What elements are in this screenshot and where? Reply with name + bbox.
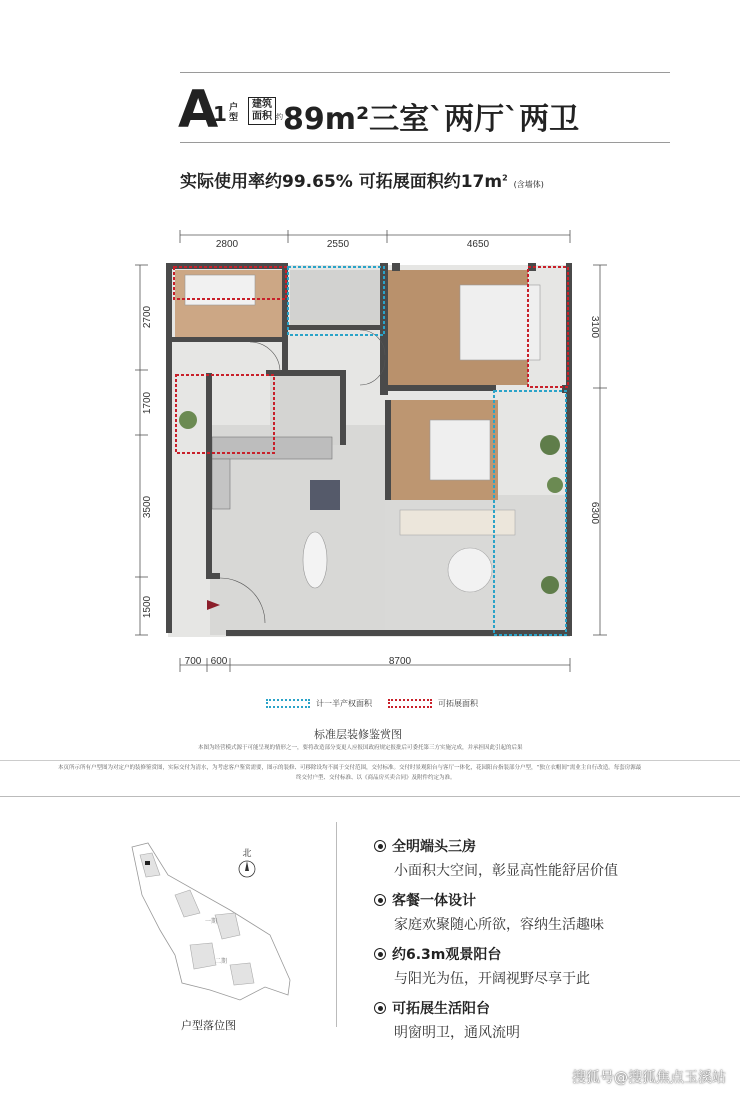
feature-item: 客餐一体设计 家庭欢聚随心所欲，容纳生活趣味 [374, 890, 618, 934]
dining-table [303, 532, 327, 588]
fine-print-2: 本页所示所有户型图为对定户的装修鉴赏图，实际交付为清水，为考虑客户鉴赏需要，图示的装修、可移除设均不属于交付范围，交付标准。交付时景观阳台与客厅一体化，花园阳台指装部分户型，“独立衣帽间”需业主自行改造。每套房源最 [58, 765, 642, 771]
floor-plan [130, 225, 610, 685]
north-label: 北 [242, 849, 252, 859]
section-divider [336, 822, 337, 1027]
feature-item: 全明端头三房 小面积大空间，彰显高性能舒居价值 [374, 836, 618, 880]
bullet-icon [374, 948, 386, 960]
north-compass-icon [237, 859, 257, 879]
dim-left-3: 3500 [142, 495, 153, 519]
bullet-icon [374, 840, 386, 852]
dim-top-2: 2550 [326, 239, 350, 250]
fridge [310, 480, 340, 510]
bottom-dimension-line [180, 658, 570, 672]
plant [541, 576, 559, 594]
bathroom-two-floor [270, 375, 345, 445]
north-arrow [237, 846, 257, 883]
feature-list [374, 836, 618, 1042]
legend-blue-swatch [266, 699, 310, 708]
bullet-icon [374, 894, 386, 906]
fine-print-1: 本图为经营模式源于可能呈现的情形之一，要将改造部分变更人应报国政府规定报批后可委托第三方实施完成，并承担因此引起的后果 [198, 745, 523, 751]
unit-marker [145, 861, 150, 865]
dim-left-1: 2700 [142, 305, 153, 329]
dim-top-3: 4650 [466, 239, 490, 250]
top-dimension-line [180, 230, 570, 243]
coffee-table [448, 548, 492, 592]
sofa [400, 510, 515, 535]
dim-bottom-3: 8700 [388, 656, 412, 667]
legend-expandable-label: 可拓展面积 [438, 699, 478, 708]
fine-rule [0, 760, 740, 761]
dim-left-4: 1500 [142, 595, 153, 619]
dim-left-2: 1700 [142, 391, 153, 415]
legend-half-area-label: 计一半产权面积 [316, 699, 372, 708]
plant [540, 435, 560, 455]
study-bed [185, 275, 255, 305]
header-top-rule [180, 72, 670, 73]
site-plan [120, 835, 310, 1015]
legend [266, 698, 478, 709]
section-rule [0, 796, 740, 797]
feature-item: 约6.3m观景阳台 与阳光为伍，开阔视野尽享于此 [374, 944, 618, 988]
unit-title: 89m²三室`两厅`两卫 [283, 102, 580, 137]
building-one-label: 一期 [205, 919, 218, 925]
dim-right-1: 3100 [589, 315, 600, 339]
fine-print-3: 终交付户型、交付标准、以《商品房买卖合同》及附件约定为准。 [296, 775, 456, 781]
building-two-label: 二期 [215, 959, 228, 965]
dim-bottom-2: 600 [210, 656, 228, 667]
kitchen-counter [212, 437, 332, 459]
header-bottom-rule [180, 142, 670, 143]
bullet-icon [374, 1002, 386, 1014]
bathroom-one-floor [290, 270, 385, 330]
second-bed [430, 420, 490, 480]
dim-bottom-1: 700 [184, 656, 202, 667]
site-plan-label: 户型落位图 [181, 1019, 236, 1032]
unit-type-letter: A [178, 80, 217, 140]
unit-type-label: 户 型 [229, 103, 239, 123]
legend-red-swatch [388, 699, 432, 708]
plant [547, 477, 563, 493]
usage-subtitle: 实际使用率约99.65% 可拓展面积约$17m^2$ (含墙体) [180, 172, 544, 192]
watermark: 搜狐号@搜狐焦点玉溪站 [572, 1070, 726, 1086]
area-about-label: 约 [276, 113, 283, 121]
feature-item: 可拓展生活阳台 明窗明卫，通风流明 [374, 998, 618, 1042]
plant [179, 411, 197, 429]
dim-top-1: 2800 [215, 239, 239, 250]
area-label-box: 建筑 面积 [248, 97, 276, 125]
unit-type-number: 1 [213, 102, 227, 126]
plan-caption: 标准层装修鉴赏图 [314, 728, 402, 741]
dim-right-2: 6300 [589, 501, 600, 525]
kitchen-side-counter [212, 459, 230, 509]
